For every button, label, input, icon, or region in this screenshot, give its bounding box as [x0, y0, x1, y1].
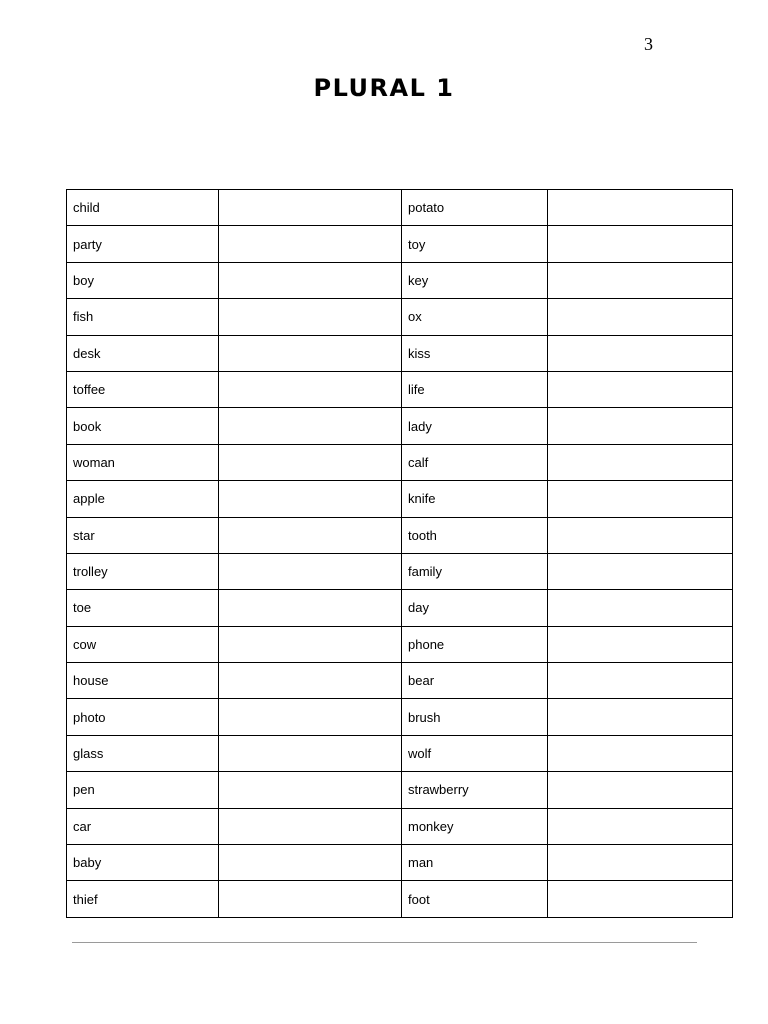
- singular-word-cell: desk: [67, 335, 219, 371]
- singular-word-cell: star: [67, 517, 219, 553]
- singular-word-cell: thief: [67, 881, 219, 917]
- singular-word-cell: man: [402, 845, 548, 881]
- plural-answer-cell[interactable]: [219, 371, 402, 407]
- plural-answer-cell[interactable]: [548, 299, 733, 335]
- singular-word-cell: toffee: [67, 371, 219, 407]
- plural-answer-cell[interactable]: [219, 663, 402, 699]
- plural-answer-cell[interactable]: [219, 590, 402, 626]
- table-row: [67, 845, 733, 881]
- plural-answer-cell[interactable]: [219, 481, 402, 517]
- table-row: [67, 553, 733, 589]
- table-row: [67, 772, 733, 808]
- singular-word-cell: key: [402, 262, 548, 298]
- plural-answer-cell[interactable]: [548, 335, 733, 371]
- table-row: [67, 190, 733, 226]
- singular-word-cell: toe: [67, 590, 219, 626]
- plural-answer-cell[interactable]: [548, 590, 733, 626]
- plural-worksheet-table: [66, 189, 733, 918]
- plural-answer-cell[interactable]: [219, 444, 402, 480]
- footer-rule: [72, 942, 697, 943]
- singular-word-cell: phone: [402, 626, 548, 662]
- plural-answer-cell[interactable]: [548, 735, 733, 771]
- singular-word-cell: toy: [402, 226, 548, 262]
- table-row: [67, 226, 733, 262]
- singular-word-cell: kiss: [402, 335, 548, 371]
- singular-word-cell: monkey: [402, 808, 548, 844]
- plural-answer-cell[interactable]: [219, 808, 402, 844]
- plural-answer-cell[interactable]: [548, 808, 733, 844]
- plural-answer-cell[interactable]: [548, 444, 733, 480]
- plural-answer-cell[interactable]: [548, 371, 733, 407]
- singular-word-cell: bear: [402, 663, 548, 699]
- plural-answer-cell[interactable]: [548, 190, 733, 226]
- table-row: [67, 881, 733, 917]
- table-row: [67, 299, 733, 335]
- table-row: [67, 735, 733, 771]
- table-row: [67, 262, 733, 298]
- table-row: [67, 335, 733, 371]
- singular-word-cell: strawberry: [402, 772, 548, 808]
- plural-answer-cell[interactable]: [219, 735, 402, 771]
- plural-answer-cell[interactable]: [548, 262, 733, 298]
- singular-word-cell: family: [402, 553, 548, 589]
- plural-answer-cell[interactable]: [548, 517, 733, 553]
- plural-answer-cell[interactable]: [219, 190, 402, 226]
- singular-word-cell: book: [67, 408, 219, 444]
- singular-word-cell: lady: [402, 408, 548, 444]
- plural-answer-cell[interactable]: [219, 772, 402, 808]
- singular-word-cell: knife: [402, 481, 548, 517]
- plural-answer-cell[interactable]: [548, 626, 733, 662]
- plural-answer-cell[interactable]: [219, 845, 402, 881]
- singular-word-cell: life: [402, 371, 548, 407]
- plural-answer-cell[interactable]: [548, 881, 733, 917]
- singular-word-cell: wolf: [402, 735, 548, 771]
- plural-answer-cell[interactable]: [219, 626, 402, 662]
- plural-answer-cell[interactable]: [548, 226, 733, 262]
- table-row: [67, 808, 733, 844]
- singular-word-cell: photo: [67, 699, 219, 735]
- singular-word-cell: party: [67, 226, 219, 262]
- singular-word-cell: house: [67, 663, 219, 699]
- singular-word-cell: cow: [67, 626, 219, 662]
- singular-word-cell: child: [67, 190, 219, 226]
- plural-answer-cell[interactable]: [548, 553, 733, 589]
- singular-word-cell: trolley: [67, 553, 219, 589]
- plural-answer-cell[interactable]: [548, 408, 733, 444]
- page-title: PLURAL 1: [313, 74, 455, 102]
- singular-word-cell: day: [402, 590, 548, 626]
- plural-answer-cell[interactable]: [219, 408, 402, 444]
- singular-word-cell: glass: [67, 735, 219, 771]
- table-row: [67, 663, 733, 699]
- table-row: [67, 371, 733, 407]
- plural-answer-cell[interactable]: [219, 299, 402, 335]
- singular-word-cell: boy: [67, 262, 219, 298]
- singular-word-cell: car: [67, 808, 219, 844]
- singular-word-cell: brush: [402, 699, 548, 735]
- table-row: [67, 481, 733, 517]
- plural-answer-cell[interactable]: [219, 517, 402, 553]
- worksheet-table-body: [67, 190, 733, 918]
- table-row: [67, 517, 733, 553]
- plural-answer-cell[interactable]: [219, 226, 402, 262]
- plural-answer-cell[interactable]: [219, 335, 402, 371]
- singular-word-cell: pen: [67, 772, 219, 808]
- singular-word-cell: fish: [67, 299, 219, 335]
- singular-word-cell: apple: [67, 481, 219, 517]
- table-row: [67, 408, 733, 444]
- plural-answer-cell[interactable]: [548, 772, 733, 808]
- singular-word-cell: potato: [402, 190, 548, 226]
- table-row: [67, 590, 733, 626]
- plural-answer-cell[interactable]: [219, 262, 402, 298]
- plural-answer-cell[interactable]: [219, 881, 402, 917]
- singular-word-cell: woman: [67, 444, 219, 480]
- page-number: 3: [644, 34, 653, 54]
- plural-answer-cell[interactable]: [548, 699, 733, 735]
- plural-answer-cell[interactable]: [219, 699, 402, 735]
- table-row: [67, 626, 733, 662]
- plural-answer-cell[interactable]: [219, 553, 402, 589]
- singular-word-cell: foot: [402, 881, 548, 917]
- table-row: [67, 699, 733, 735]
- table-row: [67, 444, 733, 480]
- singular-word-cell: tooth: [402, 517, 548, 553]
- plural-answer-cell[interactable]: [548, 845, 733, 881]
- singular-word-cell: calf: [402, 444, 548, 480]
- singular-word-cell: ox: [402, 299, 548, 335]
- singular-word-cell: baby: [67, 845, 219, 881]
- plural-answer-cell[interactable]: [548, 481, 733, 517]
- plural-answer-cell[interactable]: [548, 663, 733, 699]
